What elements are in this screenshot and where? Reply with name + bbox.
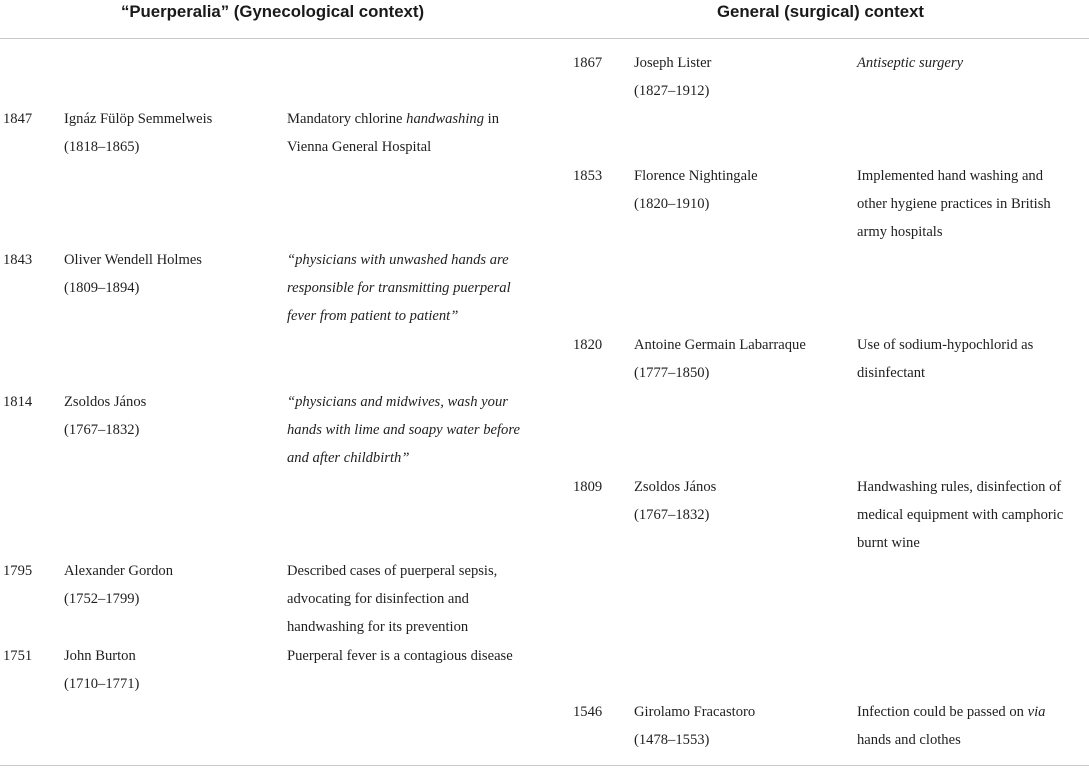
left-entry-year: 1751 (3, 648, 33, 664)
right-entry-description: medical equipment with camphoric (857, 507, 1064, 523)
desc-text: in (484, 111, 499, 127)
left-entry-lifespan: (1767–1832) (64, 422, 140, 438)
right-entry-lifespan: (1827–1912) (634, 83, 710, 99)
right-entry-description: disinfectant (857, 365, 926, 381)
left-entry-description: Vienna General Hospital (287, 139, 432, 155)
left-entry-description: handwashing for its prevention (287, 619, 469, 635)
right-entry-name: Antoine Germain Labarraque (634, 337, 806, 353)
right-entry-year: 1820 (573, 337, 603, 353)
left-entry-year: 1795 (3, 563, 33, 579)
right-entry-description: Antiseptic surgery (857, 55, 964, 71)
left-entry-year: 1847 (3, 111, 33, 127)
right-entry-year: 1546 (573, 704, 603, 720)
desc-emphasis: handwashing (406, 111, 484, 127)
left-entry-lifespan: (1818–1865) (64, 139, 140, 155)
right-entry-description: hands and clothes (857, 732, 961, 748)
right-entry-year: 1853 (573, 168, 603, 184)
right-entry-lifespan: (1777–1850) (634, 365, 710, 381)
right-entry-year: 1867 (573, 55, 603, 71)
right-entry-lifespan: (1478–1553) (634, 732, 710, 748)
right-entry-name: Joseph Lister (634, 55, 712, 71)
left-entry-quote: hands with lime and soapy water before (287, 422, 520, 438)
left-entry-description: advocating for disinfection and (287, 591, 469, 607)
left-entry-quote: fever from patient to patient” (287, 308, 459, 324)
header-divider (0, 38, 1089, 39)
left-entry-name: John Burton (64, 648, 136, 664)
left-entry-description (287, 105, 527, 133)
table-bottom-rule (0, 765, 1089, 766)
right-entry-description: Use of sodium-hypochlorid as (857, 337, 1034, 353)
left-entry-year: 1843 (3, 252, 33, 268)
right-entry-description (857, 698, 1089, 726)
right-entry-year: 1809 (573, 479, 603, 495)
left-entry-name: Ignáz Fülöp Semmelweis (64, 111, 213, 127)
left-entry-lifespan: (1809–1894) (64, 280, 140, 296)
desc-text: Mandatory chlorine (287, 111, 407, 127)
left-entry-quote: “physicians and midwives, wash your (287, 394, 508, 410)
right-entry-lifespan: (1820–1910) (634, 196, 710, 212)
left-entry-quote: “physicians with unwashed hands are (287, 252, 509, 268)
right-entry-description: Handwashing rules, disinfection of (857, 479, 1062, 495)
right-entry-name: Zsoldos János (634, 479, 717, 495)
right-entry-description: burnt wine (857, 535, 920, 551)
desc-text: Infection could be passed on (857, 704, 1028, 720)
right-entry-description: Implemented hand washing and (857, 168, 1044, 184)
right-column-header: General (surgical) context (716, 2, 925, 21)
left-column-header: “Puerperalia” (Gynecological context) (120, 2, 425, 21)
left-entry-lifespan: (1752–1799) (64, 591, 140, 607)
left-entry-lifespan: (1710–1771) (64, 676, 140, 692)
left-entry-quote: and after childbirth” (287, 450, 410, 466)
desc-emphasis: via (1027, 704, 1046, 720)
right-entry-name: Florence Nightingale (634, 168, 758, 184)
left-entry-name: Zsoldos János (64, 394, 147, 410)
left-entry-description: Puerperal fever is a contagious disease (287, 648, 513, 664)
right-entry-description: other hygiene practices in British (857, 196, 1051, 212)
left-entry-name: Oliver Wendell Holmes (64, 252, 202, 268)
left-entry-year: 1814 (3, 394, 33, 410)
left-entry-description: Described cases of puerperal sepsis, (287, 563, 498, 579)
right-entry-description: army hospitals (857, 224, 943, 240)
left-entry-quote: responsible for transmitting puerperal (287, 280, 511, 296)
left-entry-name: Alexander Gordon (64, 563, 174, 579)
right-entry-name: Girolamo Fracastoro (634, 704, 756, 720)
right-entry-lifespan: (1767–1832) (634, 507, 710, 523)
